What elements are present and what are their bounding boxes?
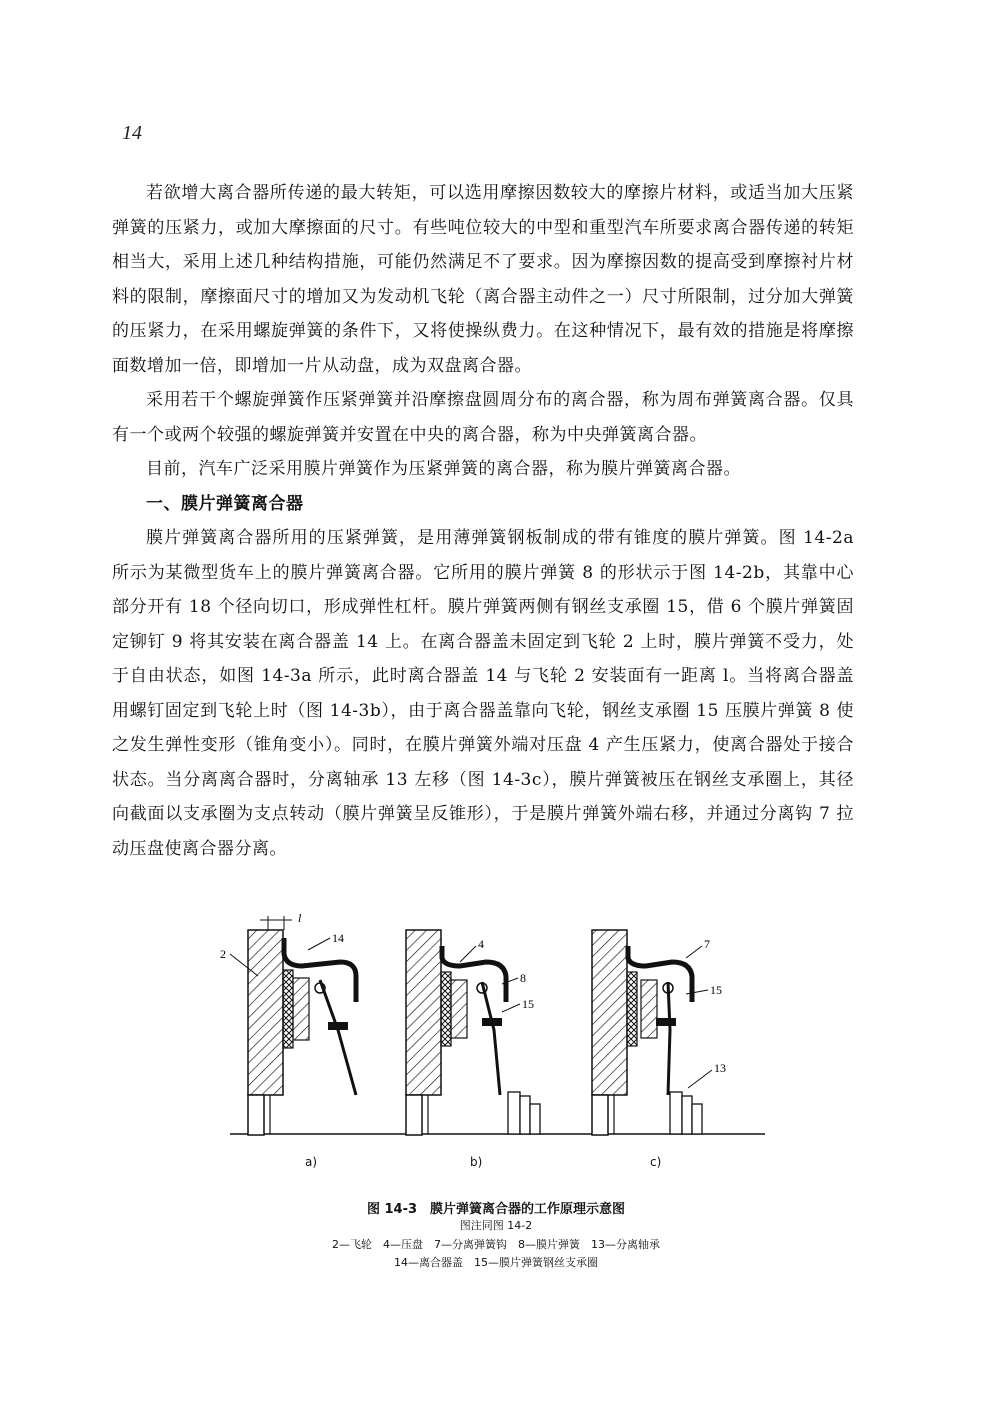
figure-legend-line1: 2—飞轮 4—压盘 7—分离弹簧钩 8—膜片弹簧 13—分离轴承 — [332, 1238, 660, 1251]
figure-caption: 图 14-3 膜片弹簧离合器的工作原理示意图 — [366, 1202, 626, 1217]
body-text — [112, 176, 854, 866]
diaphragm-spring-b — [482, 982, 500, 1095]
flywheel-c — [592, 930, 627, 1095]
callout-b-1: 8 — [520, 971, 526, 985]
sub-label-b: b) — [470, 1155, 483, 1169]
friction-disc-a — [283, 970, 293, 1048]
diagram-c — [592, 930, 726, 1135]
paragraph: 目前，汽车广泛采用膜片弹簧作为压紧弹簧的离合器，称为膜片弹簧离合器。 — [146, 459, 741, 479]
figure-note: 图注同图 14-2 — [459, 1219, 533, 1232]
figure-legend-line2: 14—离合器盖 15—膜片弹簧钢丝支承圈 — [394, 1256, 598, 1269]
paragraph: 采用若干个螺旋弹簧作压紧弹簧并沿摩擦盘圆周分布的离合器，称为周布弹簧离合器。仅具有一个或两个较强的螺旋弹簧并安置在中央的离合器，称为中央弹簧离合器。 — [112, 390, 854, 445]
clutch-diagram — [220, 910, 780, 1180]
callout-c-2: 13 — [714, 1061, 726, 1075]
section-heading: 一、膜片弹簧离合器 — [146, 493, 304, 514]
diaphragm-spring-a — [320, 980, 356, 1095]
callout-a-1: 14 — [332, 931, 344, 945]
diagram-b — [406, 930, 540, 1135]
callout-b-2: 15 — [522, 997, 534, 1011]
paragraph: 若欲增大离合器所传递的最大转矩，可以选用摩擦因数较大的摩擦片材料，或适当加大压紧弹簧的压紧力，或加大摩擦面的尺寸。有些吨位较大的中型和重型汽车所要求离合器传递的转矩相当大，采用上述几种结构措施，可能仍然满足不了要求。因为摩擦因数的提高受到摩擦衬片材料的限制，摩擦面尺寸的增加又为发动机飞轮（离合器主动件之一）尺寸所限制，过分加大弹簧的压紧力，在采用螺旋弹簧的条件下，又将使操纵费力。在这种情况下，最有效的措施是将摩擦面数增加一倍，即增加一片从动盘，成为双盘离合器。 — [112, 183, 854, 376]
callout-a-0: l — [298, 911, 302, 925]
diagram-a — [220, 911, 356, 1135]
sub-label-a: a) — [305, 1155, 318, 1169]
pressure-plate-a — [293, 978, 309, 1040]
callout-c-1: 15 — [710, 983, 722, 997]
callout-a-2: 2 — [220, 947, 226, 961]
clutch-diagram-svg — [220, 910, 780, 1180]
flywheel-a — [248, 930, 283, 1095]
paragraph: 膜片弹簧离合器所用的压紧弹簧，是用薄弹簧钢板制成的带有锥度的膜片弹簧。图 14-2a 所示为某微型货车上的膜片弹簧离合器。它所用的膜片弹簧 8 的形状示于图 14-2b，其靠中心部分开有 18 个径向切口，形成弹性杠杆。膜片弹簧两侧有钢丝支承圈 15，借 6 个膜片弹簧固定铆钉 9 将其安装在离合器盖 14 上。在离合器盖未固定到飞轮 2 上时，膜片弹簧不受力，处于自由状态，如图 14-3a 所示，此时离合器盖 14 与飞轮 2 安装面有一距离 l。当将离合器盖用螺钉固定到飞轮上时（图 14-3b），由于离合器盖靠向飞轮，钢丝支承圈 15 压膜片弹簧 8 使之发生弹性变形（锥角变小）。同时，在膜片弹簧外端对压盘 4 产生压紧力，使离合器处于接合状态。当分离离合器时，分离轴承 13 左移（图 14-3c），膜片弹簧被压在钢丝支承圈上，其径向截面以支承圈为支点转动（膜片弹簧呈反锥形），于是膜片弹簧外端右移，并通过分离钩 7 拉动压盘使离合器分离。 — [112, 528, 854, 859]
diaphragm-spring-c — [668, 982, 670, 1095]
callout-b-0: 4 — [478, 937, 484, 951]
page-number: 14 — [122, 122, 142, 144]
sub-label-c: c) — [650, 1155, 662, 1169]
callout-c-0: 7 — [704, 937, 710, 951]
flywheel-b — [406, 930, 441, 1095]
